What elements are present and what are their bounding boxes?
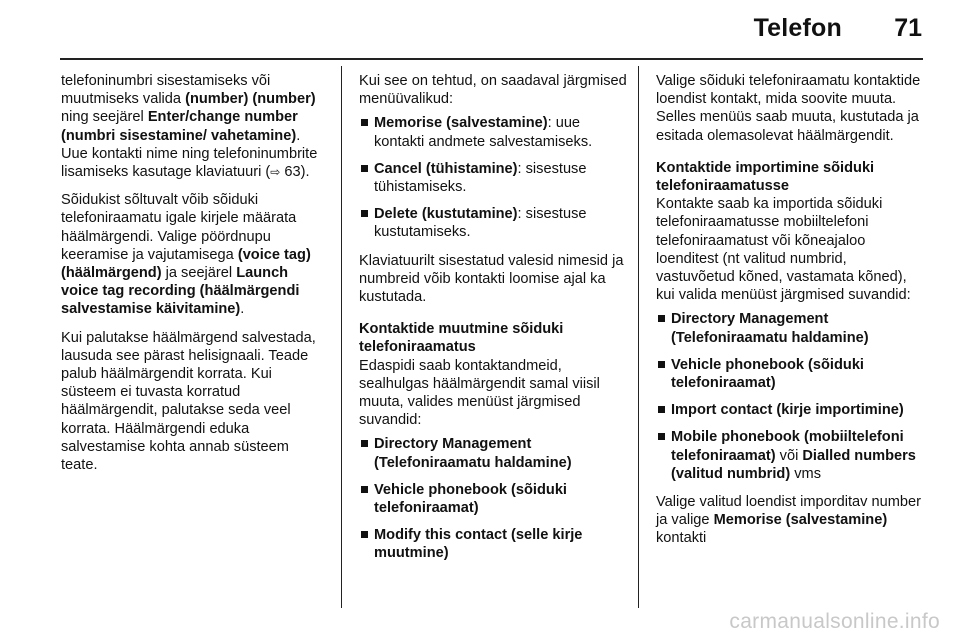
col2-option-list-2: [359, 435, 631, 562]
menu-term: Enter/change number (numbri sisestamine/ vahetamine): [61, 109, 298, 144]
text: : sisestuse tühistamiseks.: [374, 160, 587, 196]
text: või: [775, 447, 803, 464]
list-item: [359, 435, 631, 471]
column-3: [656, 72, 926, 558]
list-item: [656, 428, 926, 483]
col1-paragraph-3: Kui palutakse häälmärgend salvestada, lausuda see pärast helisignaali. Teade palub häälmärgendit korrata. Kui süsteem ei tuvasta korratud häälmärgendit, palutakse seda veel korrata. Häälmärgendi eduka salvestamise kohta annab süsteem teate.: [61, 329, 316, 474]
list-item: [656, 356, 926, 392]
col3-paragraph-3: [656, 493, 926, 548]
col1-paragraph-2: [61, 191, 329, 318]
menu-term: Delete (kustutamine): [374, 206, 518, 223]
text: kontakti: [656, 530, 707, 547]
column-2: [359, 72, 631, 573]
menu-term: Import contact (kirje importimine): [671, 402, 904, 419]
text: .: [240, 301, 245, 318]
column-divider-1: [341, 66, 342, 608]
list-item: [656, 310, 926, 346]
text: vms: [790, 465, 821, 482]
menu-term: Dialled numbers (valitud numbrid): [671, 447, 916, 482]
col2-option-list-1: [359, 114, 631, 241]
list-item: [359, 205, 631, 241]
col3-option-list: [656, 310, 926, 483]
text: Valige valitud loendist imporditav number ja valige: [656, 494, 921, 529]
watermark: carmanualsonline.info: [729, 610, 940, 633]
menu-term: Directory Management (Telefoniraamatu haldamine): [671, 311, 869, 346]
page-reference-arrow-icon: ⇨: [270, 165, 281, 180]
text: 63).: [280, 164, 310, 181]
col3-paragraph-2: Kontakte saab ka importida sõiduki telefoniraamatusse mobiiltelefoni telefoniraamatust või kõneajaloo loenditest (nt valitud numbrid, vastuvõetud kõned, vastamata kõned), kui valida menüüst järgmised suvandid:: [656, 196, 911, 304]
menu-term: Cancel (tühistamine): [374, 160, 518, 177]
column-divider-2: [638, 66, 639, 608]
list-item: [359, 481, 631, 517]
text: Sõidukist sõltuvalt võib sõiduki telefoniraamatu igale kirjele määrata häälmärgendi. Valige pöördnupu keeramise ja vajutamisega: [61, 192, 297, 263]
list-item: [359, 160, 631, 196]
col3-subheading: Kontaktide importimine sõiduki telefoniraamatusse: [656, 159, 875, 195]
page-number: 71: [894, 14, 922, 42]
col3-paragraph-1: Valige sõiduki telefoniraamatu kontaktide loendist kontakt, mida soovite muuta. Selles menüüs saab muuta, kustutada ja esitada olemasolevat häälmärgendit.: [656, 73, 921, 144]
list-item: [359, 114, 631, 150]
col2-intro: Kui see on tehtud, on saadaval järgmised menüüvalikud:: [359, 73, 627, 108]
menu-term: Directory Management (Telefoniraamatu haldamine): [374, 436, 572, 471]
list-item: [359, 526, 631, 562]
page-header: [0, 0, 960, 58]
text: ja seejärel: [161, 265, 237, 282]
menu-term: Memorise (salvestamine): [713, 512, 888, 529]
menu-term: Vehicle phonebook (sõiduki telefoniraamat): [374, 481, 567, 517]
text: ning seejärel: [61, 109, 148, 126]
text: : uue kontakti andmete salvestamiseks.: [374, 115, 593, 150]
col1-paragraph-1: [61, 72, 329, 181]
col2-subheading: Kontaktide muutmine sõiduki telefoniraamatus: [359, 321, 564, 356]
column-1: [61, 72, 329, 484]
text: . Uue kontakti nime ning telefoninumbrite lisamiseks kasutage klaviatuuri (: [61, 127, 318, 181]
list-item: [656, 401, 926, 419]
menu-term: Launch voice tag recording (häälmärgendi salvestamise käivitamine): [61, 265, 300, 318]
menu-term: (number) (number): [185, 91, 316, 108]
menu-term: Mobile phonebook (mobiiltelefoni telefoniraamat): [671, 429, 904, 464]
menu-term: Memorise (salvestamine): [374, 115, 548, 132]
menu-term: Vehicle phonebook (sõiduki telefoniraamat): [671, 356, 864, 392]
col2-paragraph-2: Edaspidi saab kontaktandmeid, sealhulgas häälmärgendit samal viisil muuta, valides menüüst järgmised suvandid:: [359, 357, 600, 429]
text: : sisestuse kustutamiseks.: [374, 206, 587, 241]
page-title: Telefon: [753, 14, 842, 42]
col2-paragraph: Klaviatuurilt sisestatud valesid nimesid ja numbreid võib kontakti loomise ajal ka kustutada.: [359, 252, 624, 306]
menu-term: Modify this contact (selle kirje muutmine): [374, 527, 583, 562]
text: telefoninumbri sisestamiseks või muutmiseks valida: [61, 73, 271, 108]
menu-term: (voice tag) (häälmärgend): [61, 246, 311, 282]
header-rule: [60, 58, 923, 60]
